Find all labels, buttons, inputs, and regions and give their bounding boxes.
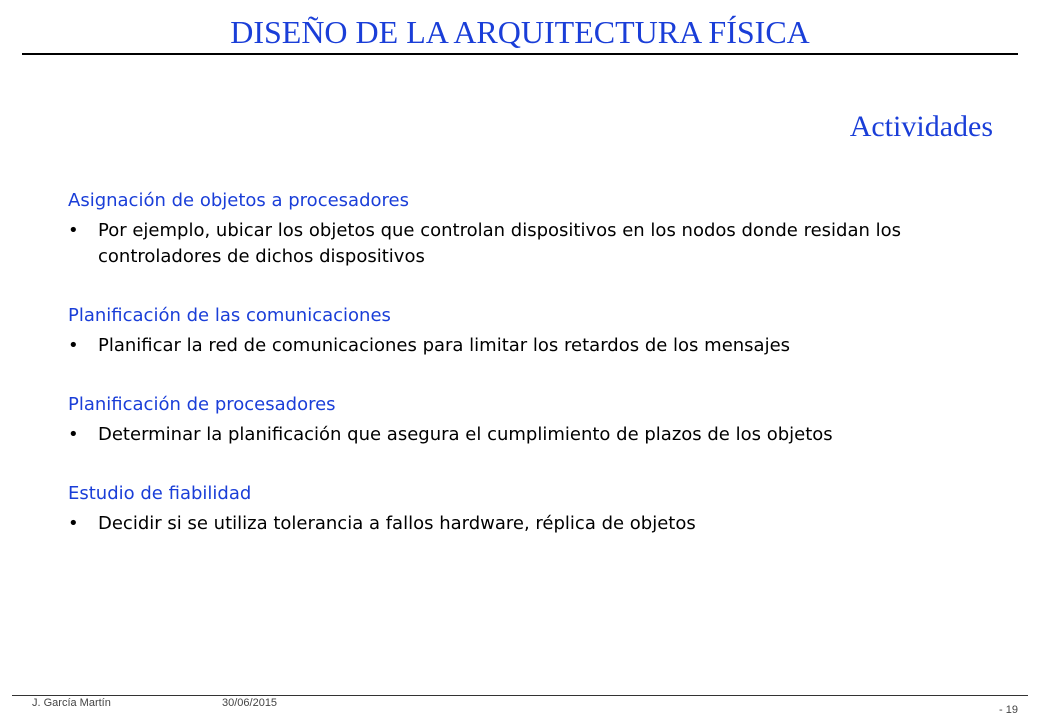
bullet-item [68, 333, 1008, 359]
footer-date: 30/06/2015 [222, 697, 278, 709]
section-heading: Planificación de las comunicaciones [68, 305, 391, 326]
bullet-dot-icon: • [68, 220, 79, 241]
section-heading: Estudio de fiabilidad [68, 483, 252, 504]
bullet-text: Determinar la planificación que asegura el cumplimiento de plazos de los objetos [98, 424, 833, 445]
section-procesadores [68, 392, 1008, 448]
bullet-dot-icon: • [68, 335, 79, 356]
bullet-item [68, 218, 1008, 270]
bullet-text: Decidir si se utiliza tolerancia a fallos hardware, réplica de objetos [98, 513, 696, 534]
section-comunicaciones [68, 303, 1008, 359]
section-heading: Asignación de objetos a procesadores [68, 190, 409, 211]
bullet-item [68, 511, 1008, 537]
section-asignacion [68, 188, 1008, 270]
bullet-item [68, 422, 1008, 448]
title-divider [22, 53, 1018, 55]
slide-content [68, 188, 1008, 570]
section-heading: Planificación de procesadores [68, 394, 336, 415]
bullet-dot-icon: • [68, 513, 79, 534]
footer-page-number: - 19 [999, 704, 1018, 716]
section-fiabilidad [68, 481, 1008, 537]
slide-subtitle: Actividades [849, 110, 993, 143]
bullet-text: Por ejemplo, ubicar los objetos que controlan dispositivos en los nodos donde residan los controladores de dichos dispositivos [98, 220, 902, 267]
footer-author: J. García Martín [32, 697, 111, 709]
footer-divider [12, 695, 1028, 696]
slide-title: DISEÑO DE LA ARQUITECTURA FÍSICA [230, 14, 810, 50]
bullet-text: Planificar la red de comunicaciones para limitar los retardos de los mensajes [98, 335, 791, 356]
bullet-dot-icon: • [68, 424, 79, 445]
